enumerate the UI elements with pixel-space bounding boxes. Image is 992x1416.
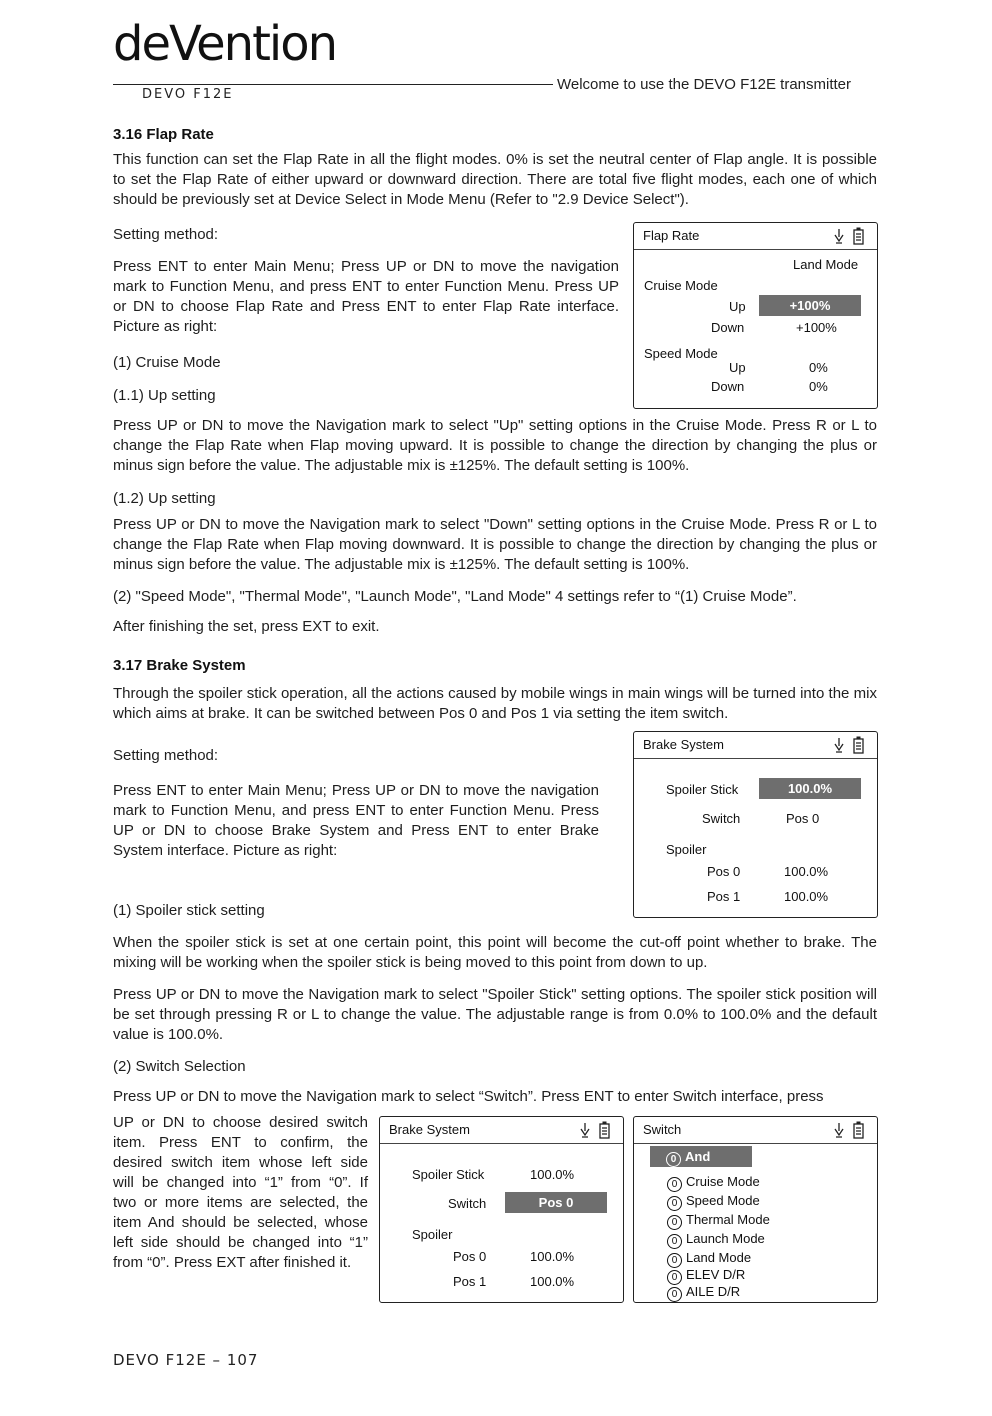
antenna-icon [835,1123,843,1137]
switch-item-aile-dr[interactable]: 0 AILE D/R [667,1284,740,1302]
spoiler-stick-value[interactable]: 100.0% [530,1167,575,1182]
spoiler-text-1: When the spoiler stick is set at one certain point, this point will become the cut-off point whether to brake. The mixing will be working when the spoiler stick is being moved to this point from down to up. [113,934,877,971]
switch-item-and[interactable]: 0 And [650,1146,752,1167]
switch-selection-text-b: UP or DN to choose desired switch item. Press ENT to confirm, the desired switch item whose left side will be changed into “1” from “0”. If two or more items are selected, the item And should be selected, whose left side should be changed into “1” from “0”. Press EXT after finished it. [113,1114,368,1271]
switch-selection-text-a: Press UP or DN to move the Navigation mark to select “Switch”. Press ENT to enter Switch interface, press [113,1088,824,1105]
page-footer: DEVO F12E – 107 [113,1351,259,1369]
switch-value[interactable]: Pos 0 [505,1192,607,1213]
switch-screen [633,1116,878,1303]
spoiler-stick-value[interactable]: 100.0% [759,778,861,799]
header-rule [113,84,553,85]
pos0-value[interactable]: 100.0% [784,864,829,879]
status-icons [831,1120,871,1140]
pos1-label: Pos 1 [707,889,741,904]
switch-value[interactable]: Pos 0 [786,811,820,826]
state-indicator: 0 [667,1287,682,1302]
flap-rate-intro: This function can set the Flap Rate in all the flight modes. 0% is set the neutral center of Flap angle. It is possible to set the Flap Rate of either upward or downward direction. There are total five flight modes, each one of which should be previously set at Device Select in Mode Menu (Refer to "2.9 Device Select"). [113,151,877,208]
battery-icon [854,737,863,754]
flap-other-modes: (2) "Speed Mode", "Thermal Mode", "Launch Mode", "Land Mode" 4 settings refer to “(1) Cruise Mode”. [113,588,797,605]
cruise-down-value[interactable]: +100% [796,320,837,335]
switch-item-speed-mode[interactable]: 0 Speed Mode [667,1193,760,1211]
cruise-up-value[interactable]: +100% [759,295,861,316]
battery-icon [600,1122,609,1139]
flap-press-ent: Press ENT to enter Main Menu; Press UP or DN to move the navigation mark to Function Menu, and press ENT to enter Function Menu. Press UP or DN to choose Flap Rate and Press ENT to enter Flap Rate interface. Picture as right: [113,258,619,335]
cruise-up-label: Up [729,299,746,314]
flap-up-setting-heading: (1.1) Up setting [113,387,216,404]
brake-system-screen [633,731,878,918]
flap-setting-method: Setting method: [113,226,219,243]
switch-item-launch-mode[interactable]: 0 Launch Mode [667,1231,765,1249]
state-indicator: 0 [667,1177,682,1192]
screen-header [380,1117,623,1144]
spoiler-stick-label: Spoiler Stick [412,1167,485,1182]
switch-item-thermal-mode[interactable]: 0 Thermal Mode [667,1212,770,1230]
spoiler-label: Spoiler [412,1227,453,1242]
spoiler-text-2: Press UP or DN to move the Navigation mark to select "Spoiler Stick" setting options. The spoiler stick position will be set through pressing R or L to change the value. The adjustable range is from 0.0% to 100.0% and the default value is 100.0%. [113,986,877,1043]
spoiler-label: Spoiler [666,842,707,857]
screen-header [634,1117,877,1144]
pos1-value[interactable]: 100.0% [784,889,829,904]
pos1-value[interactable]: 100.0% [530,1274,575,1289]
brand-logo: deVention [113,16,337,72]
brake-press-ent: Press ENT to enter Main Menu; Press UP or DN to move the navigation mark to Function Menu, and press ENT to enter Function Menu. Press UP or DN to choose Brake System and Press ENT to enter Brake System interface. Picture as right: [113,782,599,859]
screen-title: Switch [643,1122,682,1137]
spoiler-setting-heading: (1) Spoiler stick setting [113,902,265,919]
header-tagline: Welcome to use the DEVO F12E transmitter [557,76,852,93]
cruise-mode-label: Cruise Mode [644,278,718,293]
state-indicator: 0 [667,1196,682,1211]
screen-title: Brake System [389,1122,470,1137]
section-title-flap-rate: 3.16 Flap Rate [113,126,214,143]
flap-down-setting-heading: (1.2) Up setting [113,490,216,507]
brake-setting-method: Setting method: [113,747,219,764]
brake-intro: Through the spoiler stick operation, all the actions caused by mobile wings in main wings will be turned into the mix which aims at brake. It can be switched between Pos 0 and Pos 1 via setting the item switch. [113,685,877,722]
spoiler-stick-label: Spoiler Stick [666,782,739,797]
screen-title: Flap Rate [643,228,700,243]
battery-icon [854,1122,863,1139]
flap-down-setting-text: Press UP or DN to move the Navigation mark to select "Down" setting options in the Cruise Mode. Press R or L to change the Flap Rate when Flap moving downward. It is possible to change the direction by changing the plus or minus sign before the value. The adjustable mix is ±125%. The default setting is 100%. [113,516,877,573]
speed-up-value[interactable]: 0% [809,360,828,375]
section-title-brake-system: 3.17 Brake System [113,657,246,674]
pos0-label: Pos 0 [453,1249,487,1264]
state-indicator: 0 [666,1152,681,1167]
speed-down-label: Down [711,379,745,394]
state-indicator: 0 [667,1253,682,1268]
pos0-value[interactable]: 100.0% [530,1249,575,1264]
model-name: DEVO F12E [142,87,234,102]
flap-up-setting-text: Press UP or DN to move the Navigation mark to select "Up" setting options in the Cruise Mode. Press R or L to change the Flap Rate when Flap moving upward. It is possible to change the direction by changing the plus or minus sign before the value. The adjustable mix is ±125%. The default setting is 100%. [113,417,877,474]
pos1-label: Pos 1 [453,1274,487,1289]
switch-label: Switch [702,811,741,826]
switch-label: Switch [448,1196,487,1211]
flap-exit-note: After finishing the set, press EXT to exit. [113,618,380,635]
screen-title: Brake System [643,737,724,752]
switch-item-land-mode[interactable]: 0 Land Mode [667,1250,751,1268]
status-icons [831,735,871,755]
current-mode-label: Land Mode [793,257,859,272]
battery-icon [854,228,863,245]
cruise-down-label: Down [711,320,745,335]
state-indicator: 0 [667,1215,682,1230]
antenna-icon [581,1123,589,1137]
state-indicator: 0 [667,1234,682,1249]
antenna-icon [835,738,843,752]
flap-cruise-mode-heading: (1) Cruise Mode [113,354,221,371]
screen-header [634,223,877,250]
speed-up-label: Up [729,360,746,375]
antenna-icon [835,229,843,243]
switch-item-cruise-mode[interactable]: 0 Cruise Mode [667,1174,760,1192]
status-icons [577,1120,617,1140]
speed-mode-label: Speed Mode [644,346,718,361]
switch-selection-heading: (2) Switch Selection [113,1058,246,1075]
status-icons [831,226,871,246]
switch-item-elev-dr[interactable]: 0 ELEV D/R [667,1267,745,1285]
screen-header [634,732,877,759]
flap-rate-screen [633,222,878,409]
speed-down-value[interactable]: 0% [809,379,828,394]
state-indicator: 0 [667,1270,682,1285]
brake-system-screen-switch [379,1116,624,1303]
pos0-label: Pos 0 [707,864,741,879]
